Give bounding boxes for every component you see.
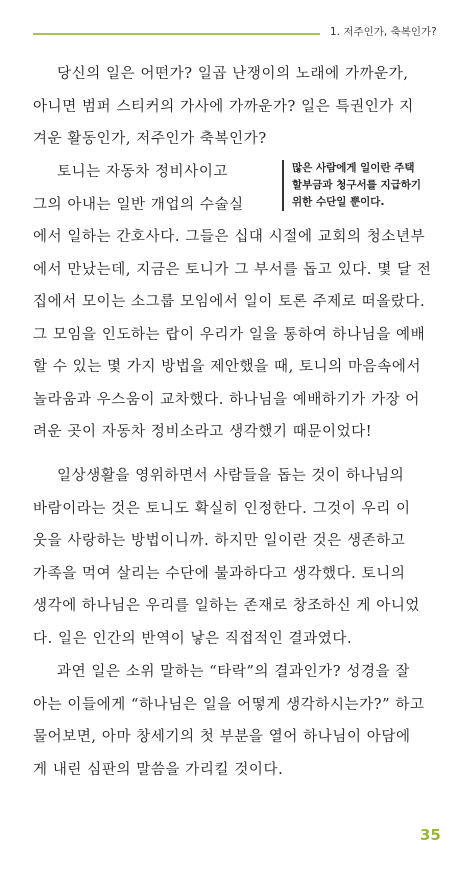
- text-line: 과연 일은 소위 말하는 “타락”의 결과인가? 성경을 잘: [57, 664, 411, 680]
- paragraph-4: [33, 656, 437, 786]
- text-line: 집에서 모이는 소그룹 모임에서 일이 토론 주제로 떠올랐다.: [33, 294, 426, 310]
- header-rule: [33, 33, 320, 35]
- text-line: 할 수 있는 몇 가지 방법을 제안했을 때, 토니의 마음속에서: [33, 359, 422, 375]
- text-line: 생각에 하나님은 우리를 일하는 존재로 창조하신 게 아니었: [33, 598, 421, 614]
- text-line: 토니는 자동차 정비사이고: [57, 164, 229, 180]
- text-line: 다. 일은 인간의 반역이 낳은 직접적인 결과였다.: [33, 630, 353, 647]
- paragraph-3: [33, 460, 437, 655]
- text-line: 가족을 먹여 살리는 수단에 불과하다고 생각했다. 토니의: [33, 565, 406, 582]
- text-line: 그 모임을 인도하는 랍이 우리가 일을 통하여 하나님을 예배: [33, 326, 426, 343]
- text-line: 일상생활을 영위하면서 사람들을 돕는 것이 하나님의: [57, 468, 405, 484]
- page-number: 35: [420, 826, 441, 844]
- text-line: 에서 만났는데, 지금은 토니가 그 부서를 돕고 있다. 몇 달 전: [33, 261, 432, 278]
- paragraph-1: [33, 58, 437, 156]
- text-line: 놀라움과 우스움이 교차했다. 하나님을 예배하기가 가장 어: [33, 391, 421, 408]
- text-line: 당신의 일은 어떤가? 일곱 난쟁이의 노래에 가까운가,: [57, 66, 409, 82]
- chapter-running-title: 1. 저주인가, 축복인가?: [330, 26, 437, 38]
- text-line: 겨운 활동인가, 저주인가 축복인가?: [33, 131, 267, 147]
- text-line: 바람이라는 것은 토니도 확실히 인정한다. 그것이 우리 이: [33, 500, 411, 517]
- text-line: 에서 일하는 간호사다. 그들은 십대 시절에 교회의 청소년부: [33, 229, 426, 245]
- text-line: 그의 아내는 일반 개업의 수술실: [33, 196, 244, 213]
- text-line: 물어보면, 아마 창세기의 첫 부분을 열어 하나님이 아담에: [33, 729, 411, 745]
- pull-quote-line: 위한 수단일 뿐이다.: [292, 196, 385, 208]
- pull-quote-line: 할부금과 청구서를 지급하기: [292, 179, 422, 191]
- pull-quote-line: 많은 사람에게 일이란 주택: [292, 162, 415, 174]
- text-line: 려운 곳이 자동차 정비소라고 생각했기 때문이었다!: [33, 424, 373, 440]
- text-line: 웃을 사랑하는 방법이니까. 하지만 일이란 것은 생존하고: [33, 533, 406, 549]
- text-line: 아는 이들에게 “하나님은 일을 어떻게 생각하시는가?” 하고: [33, 696, 425, 713]
- pull-quote: [282, 160, 452, 211]
- text-line: 게 내린 심판의 말씀을 가리킬 것이다.: [33, 761, 284, 778]
- text-line: 아니면 범퍼 스티커의 가사에 가까운가? 일은 특권인가 지: [33, 98, 414, 115]
